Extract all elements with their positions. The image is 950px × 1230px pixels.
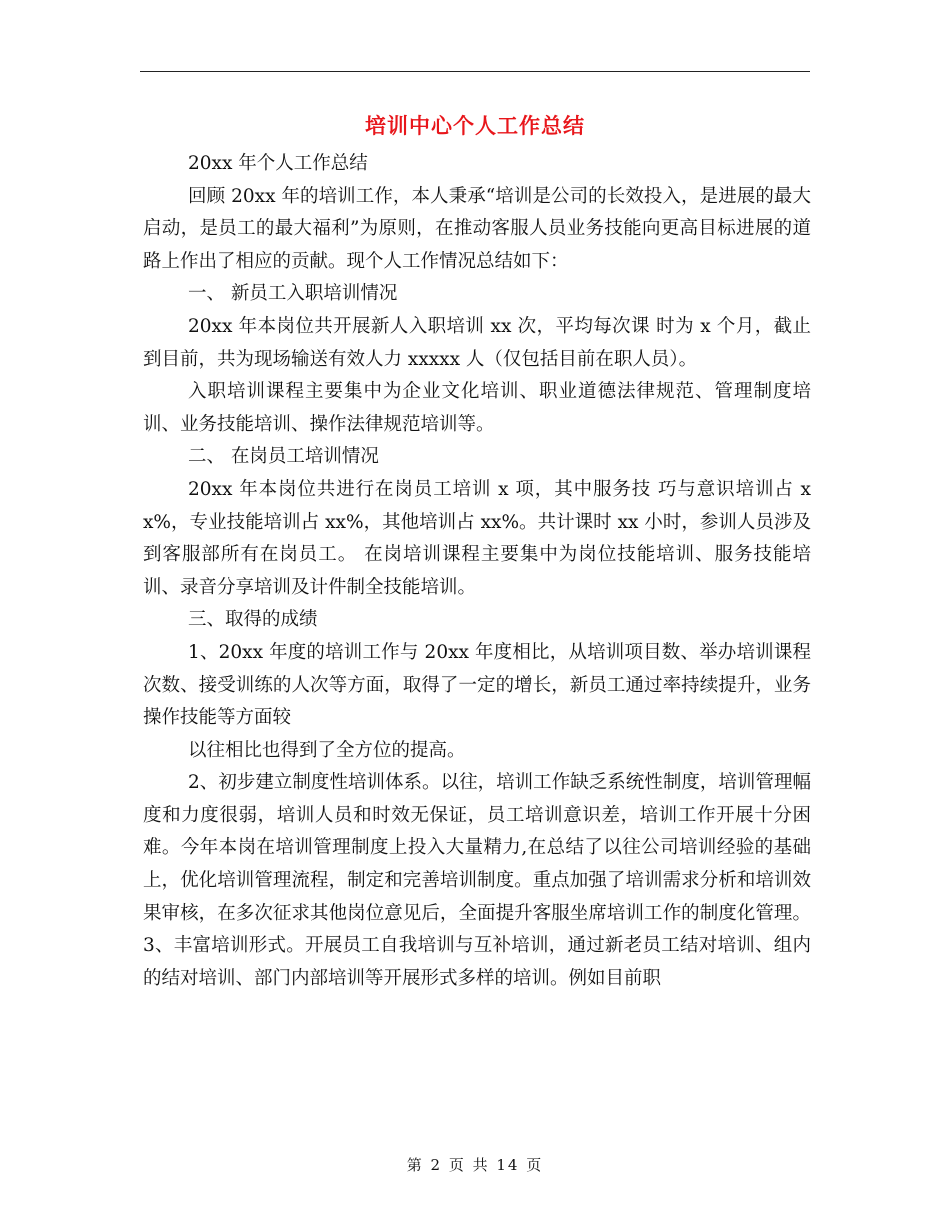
section-heading-1: 一、 新员工入职培训情况 — [188, 283, 398, 305]
paragraph-achievement-2: 2、初步建立制度性培训体系。以往，培训工作缺乏系统性制度，培训管理幅度和力度很弱，培训人员和时效无保证，员工培训意识差，培训工作开展十分困难。今年本岗在培训管理制度上投入大量精力,在总结了以往公司培训经验的基础上，优化培训管理流程，制定和完善培训制度。重点加强了培训需求分析和培训效果审核，在多次征求其他岗位意见后，全面提升客服坐席培训工作的制度化管理。 3、丰富培训形式。开展员工自我培训与互补培训，通过新老员工结对培训、组内的结对培训、部门内部培训等开展形式多样的培训。例如目前职 — [143, 772, 811, 989]
document-body — [143, 148, 811, 995]
section-heading-2: 二、 在岗员工培训情况 — [188, 446, 379, 468]
document-title: 培训中心个人工作总结 — [365, 113, 585, 138]
paragraph-intro: 回顾 20xx 年的培训工作，本人秉承“培训是公司的长效投入，是进展的最大启动，是员工的最大福利”为原则，在推动客服人员业务技能向更高目标进展的道路上作出了相应的贡献。现个人工作情况总结如下： — [143, 185, 811, 272]
page-number: 第 2 页 共 14 页 — [406, 1156, 544, 1174]
paragraph-subtitle: 20xx 年个人工作总结 — [188, 153, 368, 174]
paragraph-section2: 20xx 年本岗位共进行在岗员工培训 x 项，其中服务技 巧与意识培训占 xx%，专业技能培训占 xx%，其他培训占 xx%。共计课时 xx 小时，参训人员涉及到客服部所有在岗员工。 在岗培训课程主要集中为岗位技能培训、服务技能培训、录音分享培训及计件制全技能培训。 — [143, 478, 811, 598]
paragraph-section1: 20xx 年本岗位共开展新人入职培训 xx 次，平均每次课 时为 x 个月，截止到目前，共为现场输送有效人力 xxxxx 人（仅包括目前在职人员）。 — [143, 315, 811, 370]
paragraph-section1-courses: 入职培训课程主要集中为企业文化培训、职业道德法律规范、管理制度培训、业务技能培训、操作法律规范培训等。 — [143, 381, 811, 435]
paragraph-achievement-1-cont: 以往相比也得到了全方位的提高。 — [188, 739, 466, 761]
section-heading-3: 三、取得的成绩 — [188, 609, 318, 631]
header-rule — [140, 71, 810, 72]
paragraph-achievement-1: 1、20xx 年度的培训工作与 20xx 年度相比，从培训项目数、举办培训课程次数、接受训练的人次等方面，取得了一定的增长，新员工通过率持续提升，业务操作技能等方面较 — [143, 641, 811, 729]
